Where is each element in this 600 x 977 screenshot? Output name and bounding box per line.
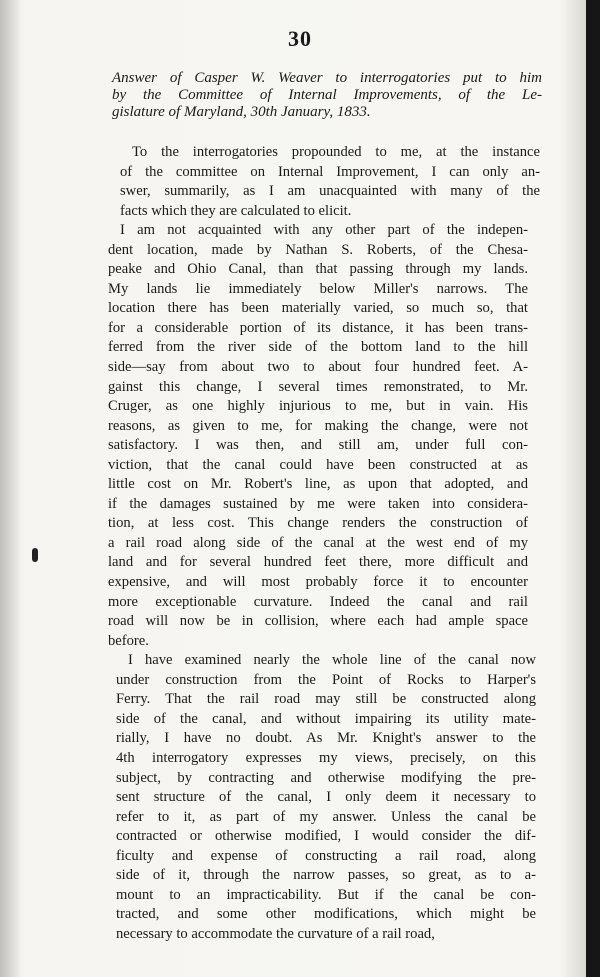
paragraph: [116, 651, 546, 944]
text-line: satisfactory. I was then, and still am, under full con-: [108, 437, 528, 454]
text-line: mount to an impracticability. But if the canal be con-: [116, 886, 536, 903]
page-number: 30: [288, 26, 312, 51]
text-line: road will now be in collision, where each had ample space: [108, 613, 528, 630]
text-line: facts which they are calculated to elicit.: [120, 202, 352, 219]
text-line: for a considerable portion of its distance, it has been trans-: [108, 319, 528, 336]
document-heading: [112, 70, 542, 121]
heading-line: by the Committee of Internal Improvements, of the Le-: [112, 87, 542, 103]
scan-edge: [586, 0, 600, 977]
paragraph: [108, 221, 546, 651]
text-line: Cruger, as one highly injurious to me, but in vain. His: [108, 398, 528, 415]
text-line: ficulty and expense of constructing a rail road, along: [116, 847, 536, 864]
paragraph: [120, 143, 546, 221]
text-line: viction, that the canal could have been constructed at as: [108, 456, 528, 473]
text-line: subject, by contracting and otherwise modifying the pre-: [116, 769, 536, 786]
text-line: tracted, and some other modifications, which might be: [116, 906, 536, 923]
text-line: gainst this change, I several times remonstrated, to Mr.: [108, 378, 528, 395]
text-line: little cost on Mr. Robert's line, as upon that adopted, and: [108, 476, 528, 493]
text-line: peake and Ohio Canal, than that passing through my lands.: [108, 261, 528, 278]
text-line: of the committee on Internal Improvement, I can only an-: [120, 163, 540, 180]
scan-mark: [32, 548, 38, 562]
text-line: reasons, as given to me, for making the change, were not: [108, 417, 528, 434]
text-line: under construction from the Point of Rocks to Harper's: [116, 671, 536, 688]
body-text: [108, 143, 546, 944]
text-line: land and for several hundred feet there, more difficult and: [108, 554, 528, 571]
text-line: My lands lie immediately below Miller's narrows. The: [108, 280, 528, 297]
text-line: side of the canal, and without impairing its utility mate-: [116, 710, 536, 727]
text-line: side—say from about two to about four hundred feet. A-: [108, 359, 528, 376]
text-line: I am not acquainted with any other part of the indepen-: [120, 222, 528, 239]
text-line: more exceptionable curvature. Indeed the canal and rail: [108, 593, 528, 610]
heading-line: Answer of Casper W. Weaver to interrogatories put to him: [112, 70, 542, 86]
text-line: expensive, and will most probably force it to encounter: [108, 574, 528, 591]
text-line: refer to it, as part of my answer. Unless the canal be: [116, 808, 536, 825]
text-line: To the interrogatories propounded to me, at the instance: [132, 144, 540, 160]
text-line: necessary to accommodate the curvature of a rail road,: [116, 925, 435, 942]
text-line: swer, summarily, as I am unacquainted with many of the: [120, 183, 540, 200]
text-line: I have examined nearly the whole line of the canal now: [128, 652, 536, 669]
text-line: if the damages sustained by me were taken into considera-: [108, 495, 528, 512]
binding-shadow: [0, 0, 22, 977]
text-line: tion, at less cost. This change renders the construction of: [108, 515, 528, 532]
heading-line: gislature of Maryland, 30th January, 1833.: [112, 104, 371, 120]
text-line: ferred from the river side of the bottom land to the hill: [108, 339, 528, 356]
text-line: rially, I have no doubt. As Mr. Knight's answer to the: [116, 730, 536, 747]
text-line: contracted or otherwise modified, I would consider the dif-: [116, 828, 536, 845]
text-line: before.: [108, 632, 149, 649]
text-line: dent location, made by Nathan S. Roberts, of the Chesa-: [108, 241, 528, 258]
text-line: 4th interrogatory expresses my views, precisely, on this: [116, 749, 536, 766]
text-line: a rail road along side of the canal at the west end of my: [108, 534, 528, 551]
text-line: sent structure of the canal, I only deem it necessary to: [116, 789, 536, 806]
text-line: side of it, through the narrow passes, so great, as to a-: [116, 867, 536, 884]
text-line: Ferry. That the rail road may still be constructed along: [116, 691, 536, 708]
text-line: location there has been materially varied, so much so, that: [108, 300, 528, 317]
